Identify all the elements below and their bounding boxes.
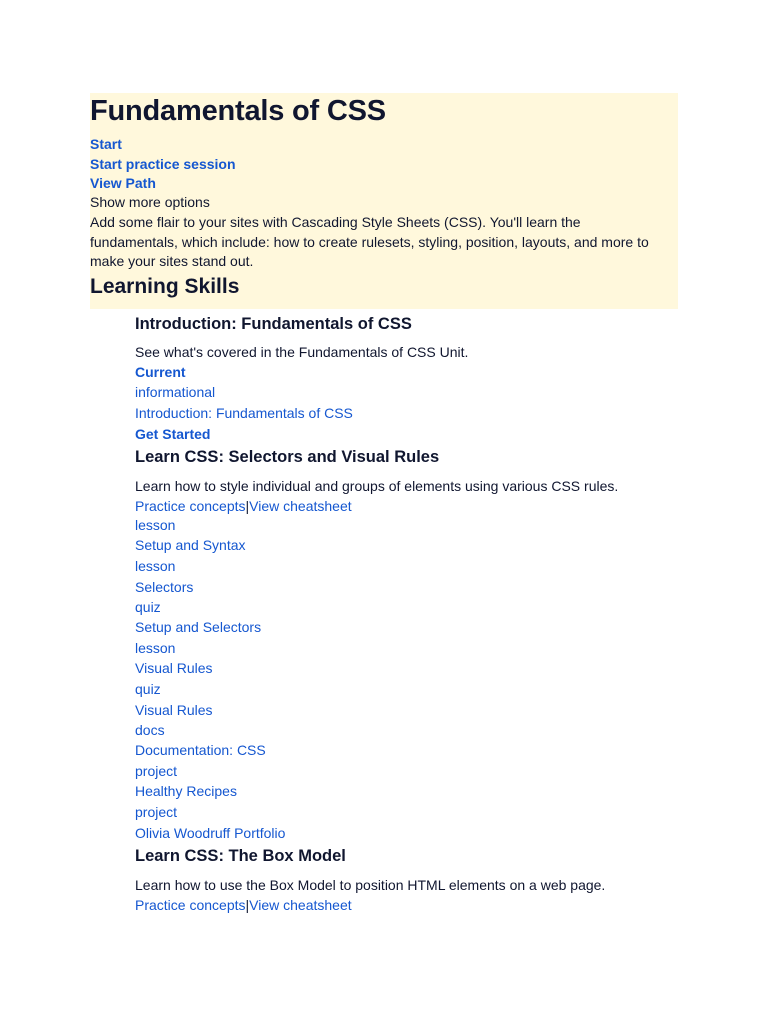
- item-name-link[interactable]: Introduction: Fundamentals of CSS: [135, 405, 353, 421]
- view-path-link[interactable]: View Path: [90, 175, 156, 191]
- start-link[interactable]: Start: [90, 136, 122, 152]
- unit-title-selectors-visual-rules: Learn CSS: Selectors and Visual Rules: [135, 448, 440, 466]
- current-status-link[interactable]: Current: [135, 364, 186, 380]
- page-title: Fundamentals of CSS: [90, 95, 386, 127]
- unit-title-box-model: Learn CSS: The Box Model: [135, 847, 346, 865]
- item-name-link[interactable]: Olivia Woodruff Portfolio: [135, 825, 286, 841]
- item-name-link[interactable]: Selectors: [135, 579, 194, 595]
- item-name-link[interactable]: Setup and Syntax: [135, 537, 246, 553]
- practice-concepts-link[interactable]: Practice concepts: [135, 498, 246, 514]
- start-practice-session-link[interactable]: Start practice session: [90, 156, 236, 172]
- unit-actions: [135, 497, 352, 516]
- item-name-link[interactable]: Healthy Recipes: [135, 783, 237, 799]
- item-name-link[interactable]: Setup and Selectors: [135, 619, 262, 635]
- item-type-label[interactable]: lesson: [135, 640, 176, 656]
- item-type-label[interactable]: lesson: [135, 517, 176, 533]
- get-started-link[interactable]: Get Started: [135, 426, 211, 442]
- unit-title-introduction: Introduction: Fundamentals of CSS: [135, 315, 412, 333]
- item-type-label[interactable]: docs: [135, 722, 165, 738]
- item-type-label[interactable]: informational: [135, 384, 216, 400]
- practice-concepts-link[interactable]: Practice concepts: [135, 897, 246, 913]
- item-type-label[interactable]: quiz: [135, 681, 161, 697]
- view-cheatsheet-link[interactable]: View cheatsheet: [249, 498, 352, 514]
- unit-description: See what's covered in the Fundamentals of CSS Unit.: [135, 344, 469, 360]
- unit-description: Learn how to use the Box Model to position HTML elements on a web page.: [135, 877, 606, 893]
- separator: |: [245, 498, 250, 514]
- item-type-label[interactable]: project: [135, 804, 178, 820]
- course-description: Add some flair to your sites with Cascading Style Sheets (CSS). You'll learn the fundamentals, which include: how to create rulesets, styling, position, layouts, and more to make your sites stand out.: [90, 214, 649, 269]
- learning-skills-heading: Learning Skills: [90, 275, 240, 298]
- separator: |: [245, 897, 250, 913]
- item-name-link[interactable]: Visual Rules: [135, 660, 213, 676]
- item-name-link[interactable]: Visual Rules: [135, 702, 213, 718]
- unit-description: Learn how to style individual and groups of elements using various CSS rules.: [135, 478, 619, 494]
- item-type-label[interactable]: lesson: [135, 558, 176, 574]
- item-type-label[interactable]: quiz: [135, 599, 161, 615]
- view-cheatsheet-link[interactable]: View cheatsheet: [249, 897, 352, 913]
- unit-actions: [135, 896, 352, 915]
- item-name-link[interactable]: Documentation: CSS: [135, 742, 266, 758]
- item-type-label[interactable]: project: [135, 763, 178, 779]
- show-more-options[interactable]: Show more options: [90, 194, 210, 210]
